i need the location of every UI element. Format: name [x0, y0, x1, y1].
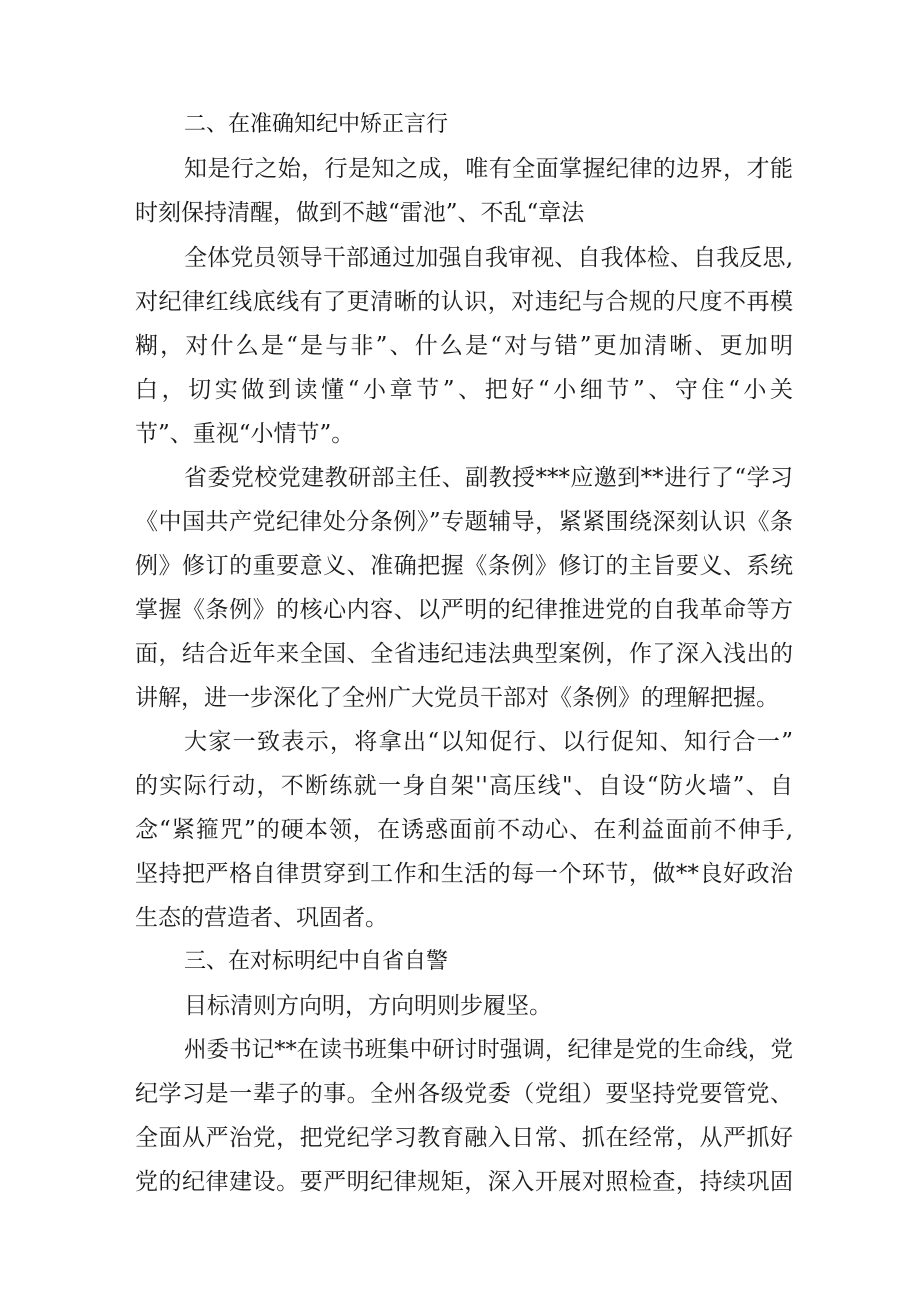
paragraph-line: 面，结合近年来全国、全省违纪违法典型案例，作了深入浅出的	[135, 641, 793, 667]
paragraph-line: 掌握《条例》的核心内容、以严明的纪律推进党的自我革命等方	[135, 597, 793, 623]
paragraph-line: 坚持把严格自律贯穿到工作和生活的每一个环节，做**良好政治	[135, 861, 793, 887]
section-heading-3: 三、在对标明纪中自省自警	[184, 949, 449, 974]
paragraph-line: 纪学习是一辈子的事。全州各级党委（党组）要坚持党要管党、	[135, 1081, 793, 1107]
section-heading-2: 二、在准确知纪中矫正言行	[184, 112, 449, 137]
paragraph-line: 讲解，进一步深化了全州广大党员干部对《条例》的理解把握。	[135, 685, 779, 711]
paragraph-line: 例》修订的重要意义、准确把握《条例》修订的主旨要义、系统	[135, 553, 793, 579]
paragraph-line: 大家一致表示，将拿出“以知促行、以行促知、知行合一”	[184, 729, 793, 755]
paragraph-line: 目标清则方向明，方向明则步履坚。	[184, 993, 552, 1019]
paragraph-line: 白，切实做到读懂“小章节”、把好“小细节”、守住“小关	[135, 377, 793, 403]
paragraph-line: 党的纪律建设。要严明纪律规矩，深入开展对照检查，持续巩固	[135, 1169, 793, 1195]
paragraph-line: 《中国共产党纪律处分条例》”专题辅导，紧紧围绕深刻认识《条	[135, 509, 793, 535]
paragraph-line: 生态的营造者、巩固者。	[135, 905, 388, 931]
paragraph-line: 对纪律红线底线有了更清晰的认识，对违纪与合规的尺度不再模	[135, 289, 793, 315]
paragraph-line: 全面从严治党，把党纪学习教育融入日常、抓在经常，从严抓好	[135, 1125, 793, 1151]
paragraph-line: 时刻保持清醒，做到不越“雷池”、不乱“章法	[135, 200, 585, 226]
paragraph-line: 省委党校党建教研部主任、副教授***应邀到**进行了“学习	[184, 465, 793, 491]
paragraph-line: 糊，对什么是“是与非”、什么是“对与错”更加清晰、更加明	[135, 333, 793, 359]
paragraph-line: 知是行之始，行是知之成，唯有全面掌握纪律的边界，才能	[184, 156, 793, 182]
paragraph-line: 全体党员领导干部通过加强自我审视、自我体检、自我反思,	[184, 245, 793, 271]
paragraph-line: 念“紧箍咒”的硬本领，在诱惑面前不动心、在利益面前不伸手,	[135, 817, 793, 843]
paragraph-line: 的实际行动，不断练就一身自架''高压线"、自设“防火墙”、自	[135, 773, 793, 799]
paragraph-line: 州委书记**在读书班集中研讨时强调，纪律是党的生命线，党	[184, 1037, 793, 1063]
paragraph-line: 节”、重视“小情节”。	[135, 421, 355, 447]
